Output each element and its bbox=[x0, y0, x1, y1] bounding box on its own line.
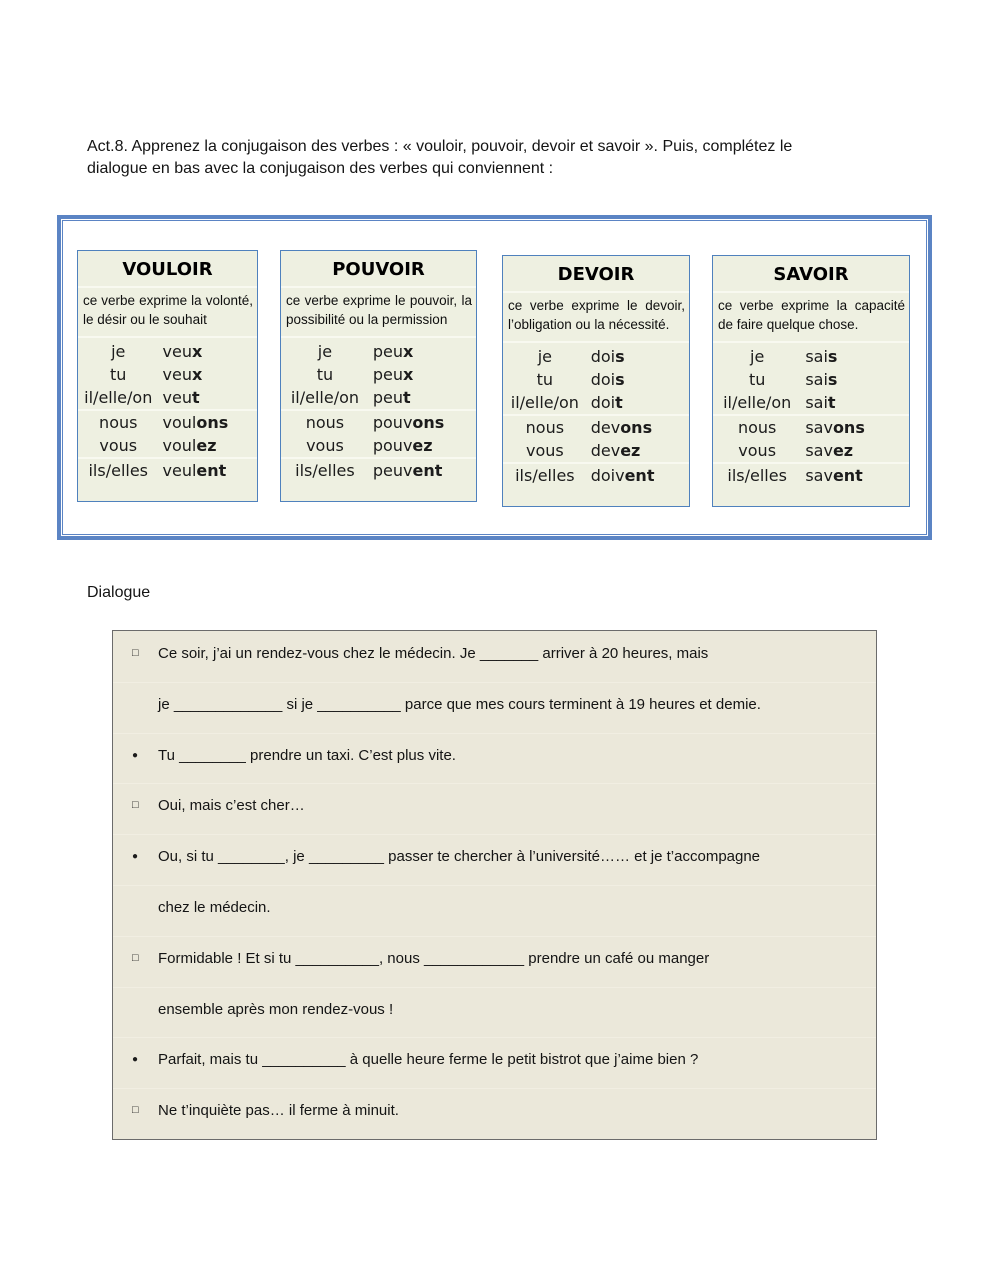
verb-form bbox=[801, 391, 909, 414]
dialogue-heading: Dialogue bbox=[87, 584, 151, 601]
dialogue-box bbox=[112, 630, 877, 1140]
verb-ending: ons bbox=[412, 413, 445, 432]
verb-ending: x bbox=[191, 365, 203, 384]
verb-form bbox=[801, 368, 909, 391]
verb-stem: peu bbox=[372, 342, 403, 361]
conjugation-row bbox=[713, 414, 909, 439]
exercise-instructions: Act.8. Apprenez la conjugaison des verbes : « vouloir, pouvoir, devoir et savoir ». Puis, complétez le dialogue en bas avec la conjugaison des verbes qui conviennent : bbox=[87, 138, 793, 177]
dialogue-line bbox=[113, 834, 876, 885]
pronoun: vous bbox=[738, 441, 777, 460]
round-bullet-icon: ● bbox=[132, 749, 139, 761]
dialogue-text: Oui, mais c’est cher… bbox=[158, 797, 305, 815]
verb-ending: s bbox=[827, 347, 838, 366]
verb-table-title: DEVOIR bbox=[557, 264, 635, 285]
pronoun: je bbox=[111, 342, 126, 361]
pronoun: je bbox=[537, 347, 552, 366]
dialogue-text: Tu ________ prendre un taxi. C’est plus vite. bbox=[158, 746, 456, 764]
conjugation-rows bbox=[78, 338, 257, 482]
verb-ending: ons bbox=[620, 418, 653, 437]
pronoun: il/elle/on bbox=[510, 393, 579, 412]
pronoun: ils/elles bbox=[88, 461, 149, 480]
conjugation-row bbox=[713, 439, 909, 462]
verb-table-vouloir bbox=[77, 250, 258, 502]
verb-form bbox=[159, 386, 258, 409]
conjugation-row bbox=[713, 368, 909, 391]
verb-table-devoir bbox=[502, 255, 690, 507]
verb-stem: sai bbox=[805, 393, 828, 412]
verb-ending: x bbox=[403, 365, 414, 384]
verb-table-pouvoir bbox=[280, 250, 477, 502]
pronoun: nous bbox=[305, 413, 345, 432]
verb-ending: t bbox=[191, 388, 200, 407]
verb-stem: voul bbox=[162, 436, 197, 455]
verb-ending: ez bbox=[196, 436, 217, 455]
verb-ending: t bbox=[615, 393, 623, 412]
verb-stem: doiv bbox=[590, 466, 625, 485]
dialogue-line bbox=[113, 783, 876, 834]
verb-ending: ez bbox=[412, 436, 433, 455]
verb-ending: x bbox=[191, 342, 203, 361]
verb-ending: t bbox=[403, 388, 411, 407]
pronoun: nous bbox=[99, 413, 138, 432]
dialogue-line bbox=[113, 631, 876, 682]
verb-stem: peuv bbox=[372, 461, 413, 480]
verb-form bbox=[159, 340, 258, 363]
pronoun: je bbox=[317, 342, 333, 361]
pronoun: nous bbox=[525, 418, 565, 437]
verb-table-title: POUVOIR bbox=[332, 259, 425, 280]
verb-form bbox=[159, 434, 258, 457]
conjugation-rows bbox=[281, 338, 476, 482]
dialogue-line bbox=[113, 987, 876, 1038]
dialogue-line bbox=[113, 1037, 876, 1088]
verb-stem: doi bbox=[590, 393, 616, 412]
dialogue-text: ensemble après mon rendez-vous ! bbox=[158, 1000, 394, 1018]
verb-table-description: ce verbe exprime la volonté, le désir ou le souhait bbox=[78, 286, 257, 338]
verb-form bbox=[587, 345, 689, 368]
dialogue-text: je _____________ si je __________ parce que mes cours terminent à 19 heures et demie. bbox=[158, 695, 761, 713]
conjugation-row bbox=[281, 409, 476, 434]
pronoun: ils/elles bbox=[295, 461, 355, 480]
verb-table-title: SAVOIR bbox=[773, 264, 849, 285]
verb-form bbox=[587, 464, 689, 487]
dialogue-text: Ou, si tu ________, je _________ passer te chercher à l’université…… et je t’accompagne bbox=[158, 848, 761, 866]
verb-stem: pouv bbox=[372, 413, 413, 432]
conjugation-row bbox=[281, 340, 476, 363]
verb-stem: voul bbox=[162, 413, 197, 432]
dialogue-line bbox=[113, 733, 876, 784]
verb-form bbox=[587, 416, 689, 439]
square-bullet-icon: □ bbox=[132, 799, 139, 812]
verb-ending: ons bbox=[832, 418, 865, 437]
verb-form bbox=[159, 459, 258, 482]
conjugation-row bbox=[281, 434, 476, 457]
pronoun: vous bbox=[306, 436, 344, 455]
square-bullet-icon: □ bbox=[132, 951, 139, 964]
dialogue-line bbox=[113, 682, 876, 733]
square-bullet-icon: □ bbox=[132, 647, 139, 659]
verb-stem: dev bbox=[590, 441, 621, 460]
conjugation-rows bbox=[713, 343, 909, 487]
verb-table-description: ce verbe exprime le devoir, l’obligation ou la nécessité. bbox=[503, 291, 689, 343]
round-bullet-icon: ● bbox=[132, 1054, 139, 1066]
verb-form bbox=[369, 459, 476, 482]
conjugation-row bbox=[281, 363, 476, 386]
verb-stem: veu bbox=[162, 365, 192, 384]
dialogue-text: Formidable ! Et si tu __________, nous ____________ prendre un café ou manger bbox=[158, 949, 710, 967]
pronoun: nous bbox=[737, 418, 777, 437]
pronoun: tu bbox=[110, 365, 127, 384]
round-bullet-icon: ● bbox=[132, 851, 139, 863]
conjugation-row bbox=[78, 434, 257, 457]
verb-ending: ent bbox=[624, 466, 655, 485]
verb-form bbox=[801, 464, 909, 487]
verb-table-description: ce verbe exprime la capacité de faire quelque chose. bbox=[713, 291, 909, 343]
verb-form bbox=[801, 439, 909, 462]
verb-ending: t bbox=[827, 393, 836, 412]
verb-form bbox=[159, 363, 258, 386]
verb-form bbox=[801, 416, 909, 439]
dialogue-text: Ce soir, j’ai un rendez-vous chez le médecin. Je _______ arriver à 20 heures, mais bbox=[158, 645, 709, 662]
verb-stem: doi bbox=[590, 370, 616, 389]
pronoun: tu bbox=[316, 365, 334, 384]
verb-ending: ez bbox=[832, 441, 854, 460]
verb-ending: ez bbox=[620, 441, 641, 460]
verb-stem: sav bbox=[805, 418, 833, 437]
verb-stem: veu bbox=[162, 388, 192, 407]
verb-form bbox=[801, 345, 909, 368]
pronoun: vous bbox=[525, 441, 564, 460]
verb-form bbox=[369, 434, 476, 457]
verb-form bbox=[587, 391, 689, 414]
verb-stem: sav bbox=[805, 466, 833, 485]
verb-form bbox=[587, 439, 689, 462]
conjugation-row bbox=[78, 363, 257, 386]
conjugation-row bbox=[78, 409, 257, 434]
verb-ending: ent bbox=[412, 461, 443, 480]
verb-form bbox=[369, 386, 476, 409]
verb-stem: doi bbox=[590, 347, 616, 366]
dialogue-text: Parfait, mais tu __________ à quelle heure ferme le petit bistrot que j’aime bien ? bbox=[158, 1051, 699, 1069]
conjugation-row bbox=[281, 457, 476, 482]
verb-stem: sav bbox=[805, 441, 833, 460]
pronoun: tu bbox=[536, 370, 554, 389]
verb-stem: veul bbox=[162, 461, 197, 480]
dialogue-line bbox=[113, 885, 876, 936]
pronoun: ils/elles bbox=[515, 466, 575, 485]
conjugation-row bbox=[503, 462, 689, 487]
conjugation-row bbox=[503, 391, 689, 414]
verb-table-title: VOULOIR bbox=[122, 259, 213, 280]
verb-form bbox=[587, 368, 689, 391]
dialogue-text: Ne t’inquiète pas… il ferme à minuit. bbox=[158, 1102, 399, 1120]
verb-stem: dev bbox=[590, 418, 621, 437]
square-bullet-icon: □ bbox=[132, 1104, 139, 1117]
pronoun: il/elle/on bbox=[290, 388, 360, 407]
verb-tables-panel bbox=[57, 215, 932, 540]
conjugation-row bbox=[281, 386, 476, 409]
verb-form bbox=[369, 363, 476, 386]
verb-stem: peu bbox=[372, 365, 403, 384]
verb-tables-row bbox=[61, 219, 928, 536]
pronoun: tu bbox=[748, 370, 766, 389]
conjugation-row bbox=[503, 345, 689, 368]
conjugation-rows bbox=[503, 343, 689, 487]
verb-ending: ent bbox=[832, 466, 863, 485]
verb-stem: pouv bbox=[372, 436, 413, 455]
conjugation-row bbox=[713, 345, 909, 368]
conjugation-row bbox=[503, 368, 689, 391]
conjugation-row bbox=[78, 340, 257, 363]
verb-ending: x bbox=[403, 342, 414, 361]
pronoun: il/elle/on bbox=[84, 388, 153, 407]
verb-ending: ent bbox=[196, 461, 227, 480]
verb-stem: veu bbox=[162, 342, 192, 361]
dialogue-line bbox=[113, 936, 876, 987]
verb-form bbox=[369, 340, 476, 363]
conjugation-row bbox=[713, 462, 909, 487]
verb-form bbox=[369, 411, 476, 434]
dialogue-text: chez le médecin. bbox=[158, 898, 271, 916]
conjugation-row bbox=[503, 414, 689, 439]
dialogue-line bbox=[113, 1088, 876, 1139]
verb-ending: s bbox=[615, 370, 625, 389]
verb-stem: peu bbox=[372, 388, 403, 407]
verb-ending: s bbox=[615, 347, 625, 366]
conjugation-row bbox=[78, 457, 257, 482]
pronoun: ils/elles bbox=[727, 466, 787, 485]
pronoun: il/elle/on bbox=[723, 393, 792, 412]
conjugation-row bbox=[713, 391, 909, 414]
pronoun: je bbox=[750, 347, 765, 366]
verb-ending: s bbox=[827, 370, 838, 389]
pronoun: vous bbox=[99, 436, 138, 455]
verb-form bbox=[159, 411, 258, 434]
verb-stem: sai bbox=[805, 370, 828, 389]
verb-table-description: ce verbe exprime le pouvoir, la possibilité ou la permission bbox=[281, 286, 476, 338]
verb-table-savoir bbox=[712, 255, 910, 507]
conjugation-row bbox=[503, 439, 689, 462]
verb-stem: sai bbox=[805, 347, 828, 366]
verb-ending: ons bbox=[196, 413, 229, 432]
conjugation-row bbox=[78, 386, 257, 409]
